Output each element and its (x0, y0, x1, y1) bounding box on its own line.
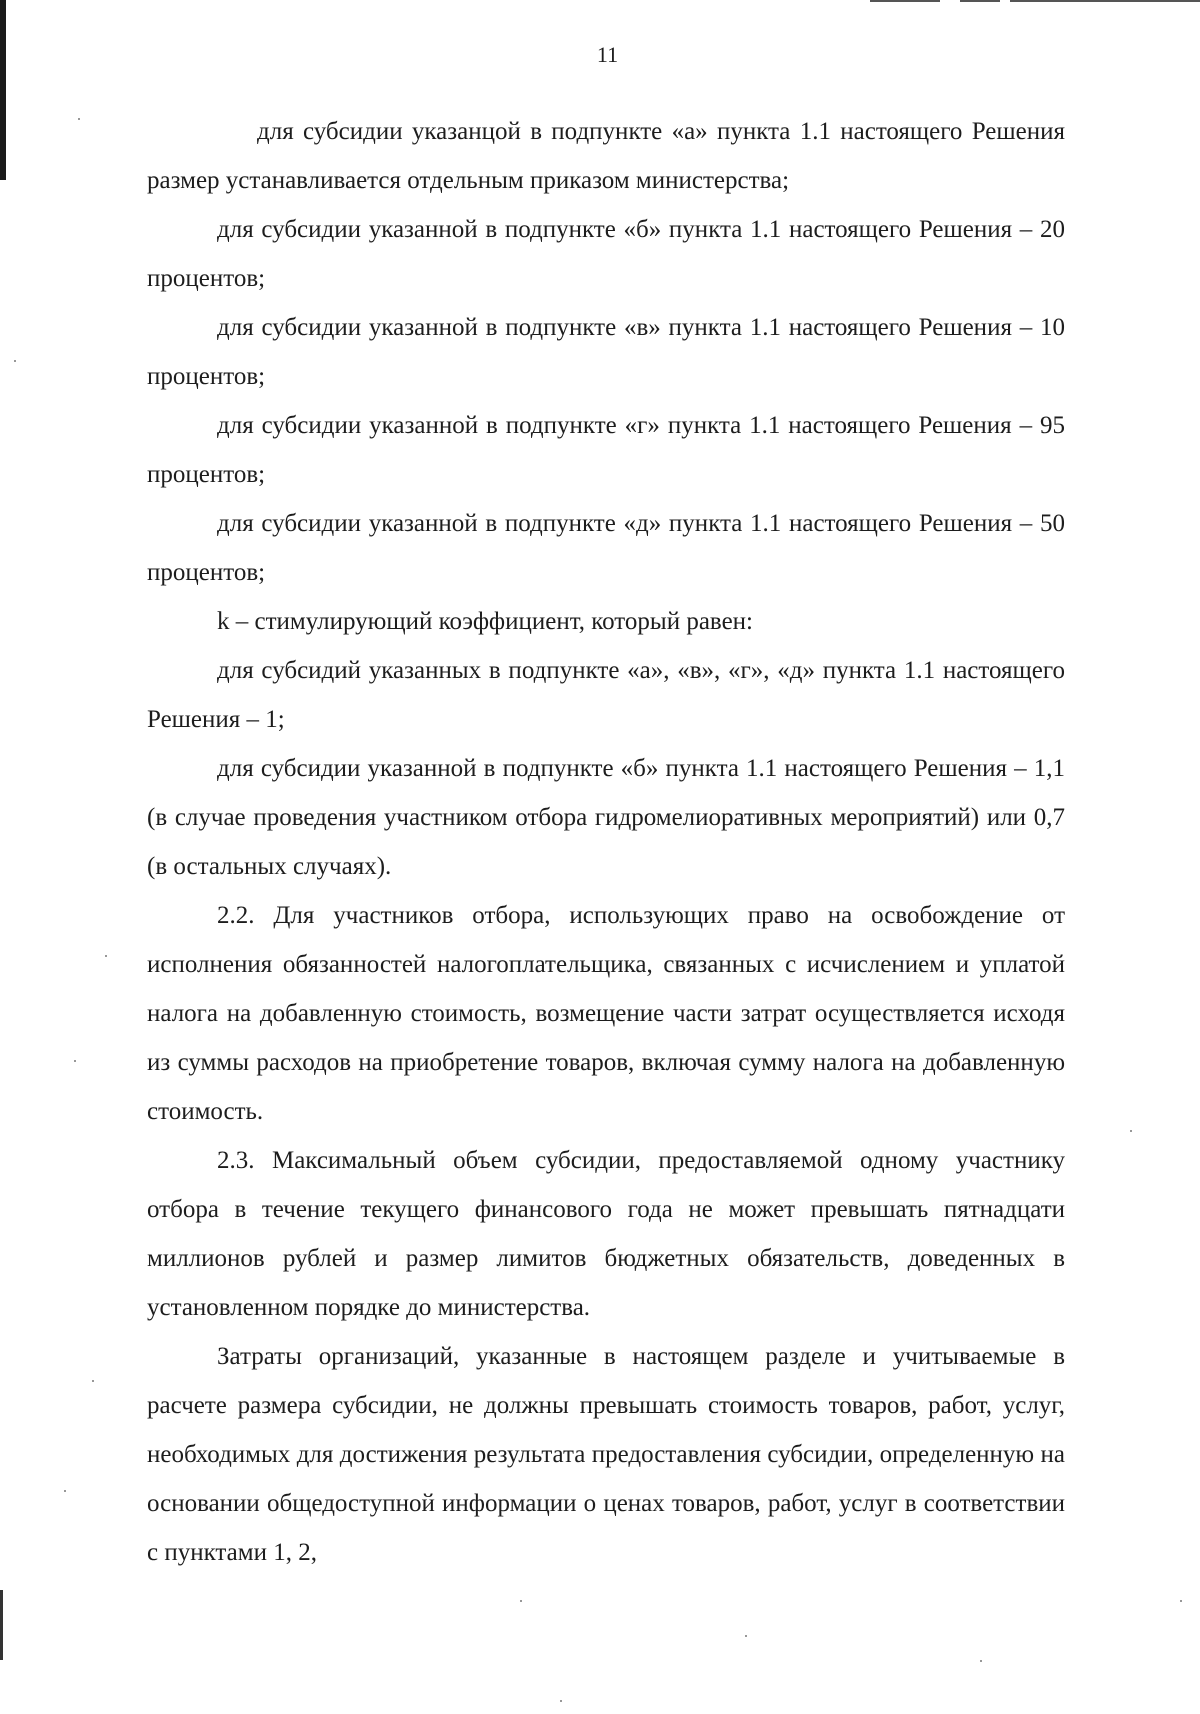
paragraph: для субсидии указанной в подпункте «д» пункта 1.1 настоящего Решения – 50 процентов; (147, 510, 1065, 586)
scan-speck (745, 1635, 747, 1637)
scan-speck (105, 955, 107, 957)
scan-top-rule (960, 0, 1000, 2)
scan-speck (1180, 1600, 1182, 1602)
paragraph: для субсидии указанной в подпункте «б» пункта 1.1 настоящего Решения – 20 процентов; (147, 216, 1065, 292)
paragraph: для субсидии указанной в подпункте «г» пункта 1.1 настоящего Решения – 95 процентов; (147, 412, 1065, 488)
paragraph: для субсидии указанной в подпункте «в» пункта 1.1 настоящего Решения – 10 процентов; (147, 314, 1065, 390)
paragraph: k – стимулирующий коэффициент, который равен: (217, 608, 753, 635)
scan-speck (74, 1060, 76, 1062)
scan-edge-line-top (0, 0, 6, 180)
scan-top-rule (870, 0, 940, 2)
scan-speck (520, 1600, 522, 1602)
body-text (147, 107, 1065, 1577)
paragraph: Затраты организаций, указанные в настоящем разделе и учитываемые в расчете размера субсидии, не должны превышать стоимость товаров, работ, услуг, необходимых для достижения результата предоставления субсидии, определенную на основании общедоступной информации о ценах товаров, работ, услуг в соответствии с пунктами 1, 2, (147, 1343, 1065, 1566)
scan-speck (64, 1490, 66, 1492)
paragraph: для субсидии указанной в подпункте «б» пункта 1.1 настоящего Решения – 1,1 (в случае проведения участником отбора гидромелиоративных мероприятий) или 0,7 (в остальных случаях). (147, 755, 1065, 880)
scan-speck (1130, 1130, 1132, 1132)
scan-speck (980, 1660, 982, 1662)
paragraph: 2.3. Максимальный объем субсидии, предоставляемой одному участнику отбора в течение текущего финансового года не может превышать пятнадцати миллионов рублей и размер лимитов бюджетных обязательств, доведенных в установленном порядке до министерства. (147, 1147, 1065, 1321)
paragraph: 2.2. Для участников отбора, использующих право на освобождение от исполнения обязанностей налогоплательщика, связанных с исчислением и уплатой налога на добавленную стоимость, возмещение части затрат осуществляется исходя из суммы расходов на приобретение товаров, включая сумму налога на добавленную стоимость. (147, 902, 1065, 1125)
scan-speck (78, 118, 80, 120)
scan-edge-line-bottom (0, 1590, 3, 1660)
scan-top-rule (1010, 0, 1200, 2)
paragraph: для субсидии указанцой в подпункте «а» пункта 1.1 настоящего Решения размер устанавливается отдельным приказом министерства; (147, 118, 1065, 194)
scan-speck (14, 360, 16, 362)
page-number: 11 (596, 42, 619, 67)
scan-speck (560, 1700, 562, 1702)
paragraph: для субсидий указанных в подпункте «а», «в», «г», «д» пункта 1.1 настоящего Решения – 1; (147, 657, 1065, 733)
scan-speck (92, 1380, 94, 1382)
